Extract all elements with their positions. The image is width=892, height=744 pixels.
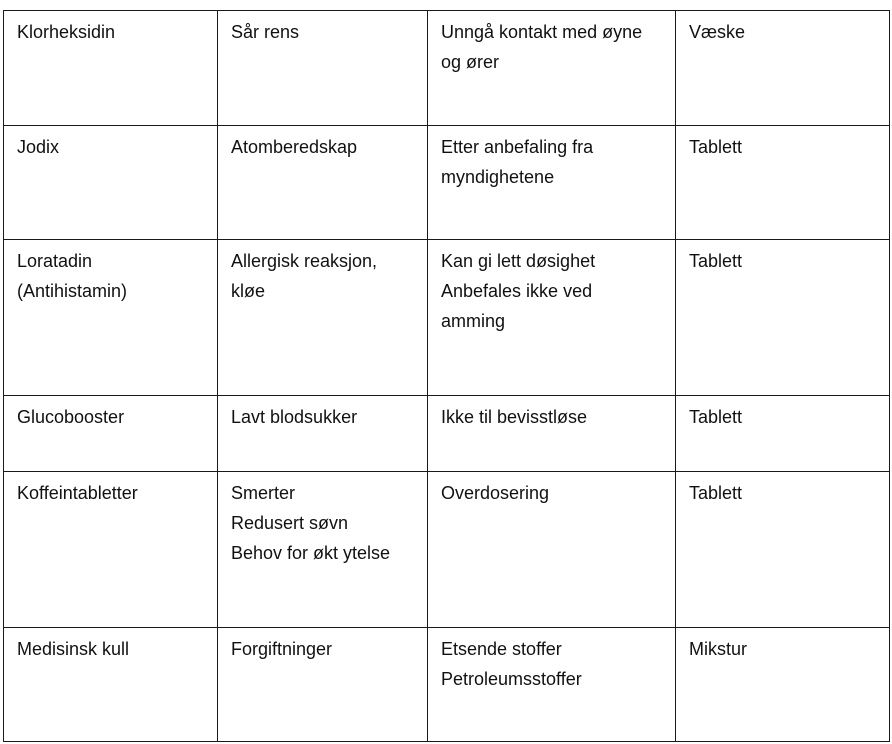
form-value: Tablett	[689, 407, 743, 427]
note-line: amming	[441, 311, 506, 331]
table-row	[4, 11, 890, 126]
form-cell	[676, 628, 890, 742]
use-cell	[218, 126, 428, 240]
medication-name: Koffeintabletter	[17, 483, 138, 503]
table-row	[4, 396, 890, 472]
form-cell	[676, 472, 890, 628]
use-line: Behov for økt ytelse	[231, 543, 391, 563]
use-line: Redusert søvn	[231, 513, 349, 533]
medication-table	[3, 10, 890, 742]
note-line: myndighetene	[441, 167, 555, 187]
medication-name-cell	[4, 396, 218, 472]
form-cell	[676, 11, 890, 126]
note-line: Overdosering	[441, 483, 550, 503]
use-line: Smerter	[231, 483, 296, 503]
use-line: Forgiftninger	[231, 639, 333, 659]
form-value: Mikstur	[689, 639, 747, 659]
use-cell	[218, 628, 428, 742]
note-line: Petroleumsstoffer	[441, 669, 582, 689]
use-cell	[218, 240, 428, 396]
note-line: Etsende stoffer	[441, 639, 562, 659]
note-cell	[428, 396, 676, 472]
table-row	[4, 126, 890, 240]
note-line: Etter anbefaling fra	[441, 137, 594, 157]
medication-name: Klorheksidin	[17, 22, 116, 42]
use-line: Lavt blodsukker	[231, 407, 358, 427]
medication-name-cell	[4, 126, 218, 240]
medication-name: Jodix	[17, 137, 60, 157]
note-line: Ikke til bevisstløse	[441, 407, 588, 427]
use-line: kløe	[231, 281, 266, 301]
medication-name: Medisinsk kull	[17, 639, 130, 659]
note-cell	[428, 240, 676, 396]
form-cell	[676, 126, 890, 240]
use-cell	[218, 11, 428, 126]
note-line: Anbefales ikke ved	[441, 281, 593, 301]
use-line: Sår rens	[231, 22, 300, 42]
medication-name: Loratadin	[17, 251, 93, 271]
table-row	[4, 628, 890, 742]
form-value: Væske	[689, 22, 746, 42]
medication-name: Glucobooster	[17, 407, 125, 427]
note-cell	[428, 11, 676, 126]
use-cell	[218, 396, 428, 472]
form-value: Tablett	[689, 137, 743, 157]
use-line: Atomberedskap	[231, 137, 358, 157]
note-cell	[428, 472, 676, 628]
form-value: Tablett	[689, 251, 743, 271]
medication-name-subtitle: (Antihistamin)	[17, 281, 128, 301]
medication-name-cell	[4, 11, 218, 126]
table-row	[4, 472, 890, 628]
table-body	[4, 11, 890, 742]
table-row	[4, 240, 890, 396]
medication-name-cell	[4, 240, 218, 396]
note-line: og ører	[441, 52, 500, 72]
note-line: Unngå kontakt med øyne	[441, 22, 643, 42]
note-cell	[428, 126, 676, 240]
form-cell	[676, 396, 890, 472]
note-line: Kan gi lett døsighet	[441, 251, 596, 271]
form-value: Tablett	[689, 483, 743, 503]
note-cell	[428, 628, 676, 742]
form-cell	[676, 240, 890, 396]
use-line: Allergisk reaksjon,	[231, 251, 378, 271]
medication-name-cell	[4, 628, 218, 742]
use-cell	[218, 472, 428, 628]
medication-name-cell	[4, 472, 218, 628]
